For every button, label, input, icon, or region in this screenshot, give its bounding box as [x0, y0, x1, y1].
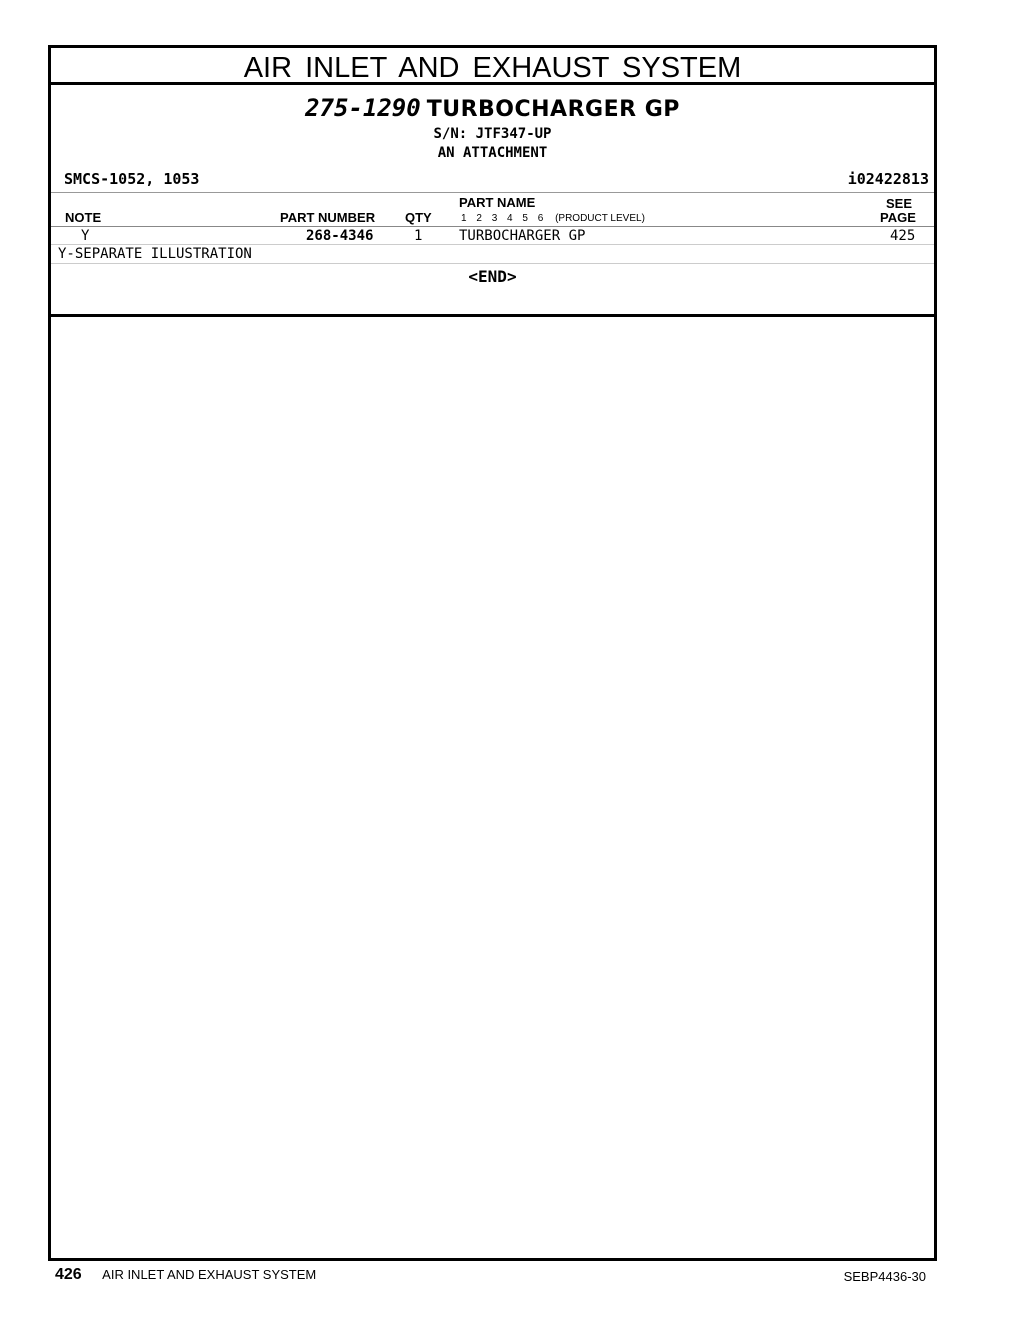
col-part-number: PART NUMBER	[280, 210, 376, 225]
level-1: 1	[461, 213, 467, 224]
note-divider	[51, 263, 934, 264]
header-divider	[51, 192, 934, 193]
col-see: SEE	[886, 196, 913, 211]
row-divider	[51, 244, 934, 245]
group-header	[51, 93, 934, 163]
group-type: AN ATTACHMENT	[437, 145, 548, 161]
group-part-number: 275-1290	[305, 94, 421, 122]
page-frame	[48, 45, 937, 1261]
page-footer	[55, 1266, 316, 1284]
col-note: NOTE	[65, 210, 102, 225]
illustration-id: i02422813	[847, 170, 929, 188]
serial-number: S/N: JTF347-UP	[433, 126, 552, 142]
level-2: 2	[476, 213, 482, 224]
group-title	[51, 93, 934, 125]
end-marker: <END>	[468, 267, 517, 286]
page-number: 426	[55, 1266, 82, 1283]
level-label: (PRODUCT LEVEL)	[555, 213, 645, 224]
footer-title: AIR INLET AND EXHAUST SYSTEM	[102, 1267, 317, 1282]
document-id: SEBP4436-30	[843, 1269, 926, 1284]
row-part-number: 268-4346	[306, 228, 374, 244]
col-part-name: PART NAME	[459, 195, 536, 210]
product-levels	[461, 213, 645, 224]
row-see-page: 425	[890, 228, 916, 244]
smcs-code: SMCS-1052, 1053	[64, 170, 200, 188]
group-name: TURBOCHARGER GP	[426, 97, 680, 122]
footnote: Y-SEPARATE ILLUSTRATION	[58, 246, 252, 262]
row-qty: 1	[414, 228, 423, 244]
col-qty: QTY	[405, 210, 432, 225]
section-title: AIR INLET AND EXHAUST SYSTEM	[51, 48, 934, 85]
level-5: 5	[522, 213, 528, 224]
row-note: Y	[81, 228, 90, 244]
row-part-name: TURBOCHARGER GP	[459, 228, 586, 244]
level-4: 4	[507, 213, 513, 224]
column-divider	[51, 226, 934, 227]
col-page: PAGE	[880, 210, 916, 225]
level-6: 6	[537, 213, 544, 224]
content-bottom-rule	[51, 314, 934, 317]
level-3: 3	[491, 213, 498, 224]
